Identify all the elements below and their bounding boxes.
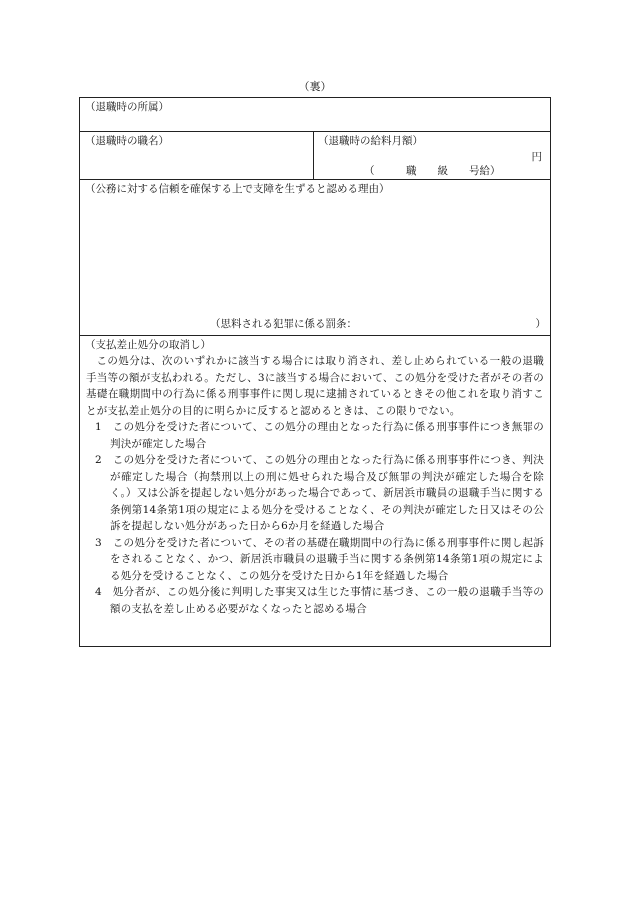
form-table xyxy=(79,97,551,647)
cancellation-item: 2 この処分を受けた者について、この処分の理由となった行為に係る刑事事件につき、判決が確定した場合（拘禁刑以上の刑に処せられた場合及び無罪の判決が確定した場合を除く。）又は公訴を提起しない処分があった場合であって、新居浜市職員の退職手当に関する条例第14条第1項の規定による処分を受けることなく、その判決が確定した日又はその公訴を提起しない処分があった日から6か月を経過した場合 xyxy=(95,454,544,532)
grade-line: （ 職 級 号給） xyxy=(364,165,501,177)
position-salary-row xyxy=(80,132,550,180)
penal-close-paren: ） xyxy=(535,318,546,330)
cancellation-row xyxy=(80,336,550,646)
salary-label: （退職時の給料月額） xyxy=(318,135,423,147)
affiliation-row xyxy=(80,98,550,132)
reason-label: （公務に対する信頼を確保する上で支障を生ずると認める理由） xyxy=(85,183,390,195)
column-divider xyxy=(313,132,314,180)
penal-label: （思料される犯罪に係る罰条： xyxy=(210,318,357,330)
affiliation-label: （退職時の所属） xyxy=(85,101,169,113)
page-heading: （裏） xyxy=(298,80,332,93)
position-label: （退職時の職名） xyxy=(85,135,169,147)
reason-row xyxy=(80,180,550,336)
penal-clause-line xyxy=(210,317,546,331)
cancellation-body xyxy=(86,353,544,617)
cancellation-item: 4 処分者が、この処分後に判明した事実又は生じた事情に基づき、この一般の退職手当等の額の支払を差し止める必要がなくなったと認める場合 xyxy=(95,586,544,615)
cancellation-label: （支払差止処分の取消し） xyxy=(85,339,211,351)
cancellation-item: 3 この処分を受けた者について、その者の基礎在職期間中の行為に係る刑事事件に関し起訴をされることなく、かつ、新居浜市職員の退職手当に関する条例第14条第1項の規定による処分を受けることなく、この処分を受けた日から1年を経過した場合 xyxy=(95,536,545,582)
cancellation-intro: この処分は、次のいずれかに該当する場合には取り消され、差し止められている一般の退職手当等の額が支払われる。ただし、3に該当する場合において、この処分を受けた者がその者の基礎在職期間中の行為に係る刑事事件に関し現に逮捕されているときその他これを取り消すことが支払差止処分の目的に明らかに反すると認めるときは、この限りでない。 xyxy=(86,355,544,417)
salary-unit: 円 xyxy=(531,151,542,163)
cancellation-item: 1 この処分を受けた者について、この処分の理由となった行為に係る刑事事件につき無罪の判決が確定した場合 xyxy=(95,421,544,450)
